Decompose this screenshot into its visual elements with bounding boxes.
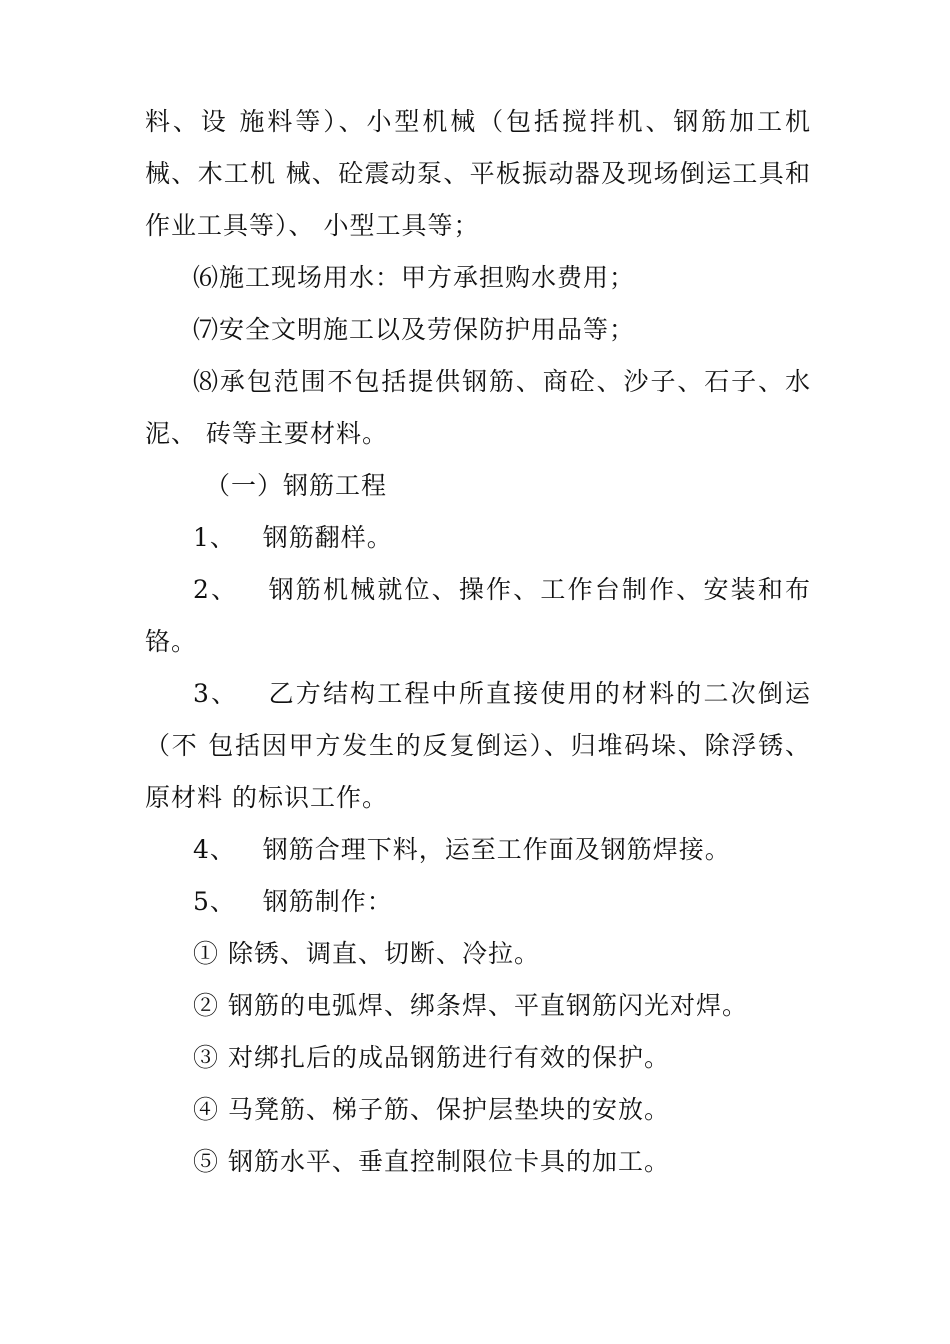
list-item: 5、 钢筋制作：	[193, 887, 393, 916]
text-line: 作业工具等）、 小型工具等；	[145, 211, 480, 240]
list-item: 4、 钢筋合理下料，运至工作面及钢筋焊接。	[193, 835, 731, 864]
list-item: 1、 钢筋翻样。	[193, 523, 393, 552]
list-item: 2、 钢筋机械就位、操作、工作台制作、安装和布	[193, 575, 810, 604]
sub-list-item: ① 除锈、调直、切断、冷拉。	[193, 939, 540, 968]
sub-list-item: ④ 马凳筋、梯子筋、保护层垫块的安放。	[193, 1095, 670, 1124]
text-line: ⑺安全文明施工以及劳保防护用品等；	[193, 315, 636, 344]
text-line: 械、木工机 械、砼震动泵、平板振动器及现场倒运工具和	[145, 159, 810, 188]
text-line: ⑹施工现场用水：甲方承担购水费用；	[193, 263, 636, 292]
document-page	[145, 96, 810, 1188]
text-line: ⑻承包范围不包括提供钢筋、商砼、沙子、石子、水	[193, 367, 810, 396]
list-item: 3、 乙方结构工程中所直接使用的材料的二次倒运	[193, 679, 810, 708]
sub-list-item: ② 钢筋的电弧焊、绑条焊、平直钢筋闪光对焊。	[193, 991, 748, 1020]
sub-list-item: ⑤ 钢筋水平、垂直控制限位卡具的加工。	[193, 1147, 670, 1176]
text-line: 原材料 的标识工作。	[145, 783, 388, 812]
text-line: 铬。	[145, 627, 198, 656]
sub-list-item: ③ 对绑扎后的成品钢筋进行有效的保护。	[193, 1043, 670, 1072]
text-line: 料、设 施料等）、小型机械（包括搅拌机、钢筋加工机	[145, 107, 810, 136]
section-heading: （一）钢筋工程	[205, 471, 388, 500]
text-line: 泥、 砖等主要材料。	[145, 419, 388, 448]
text-line: （不 包括因甲方发生的反复倒运）、归堆码垛、除浮锈、	[145, 731, 810, 760]
